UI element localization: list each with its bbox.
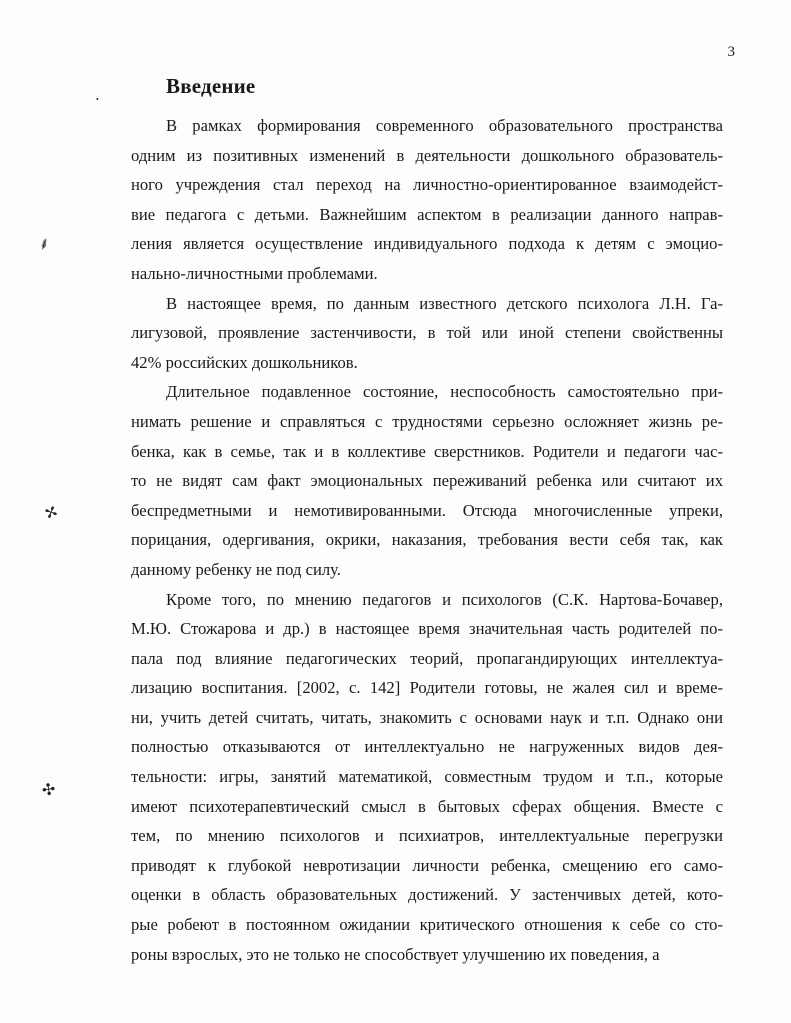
text-line: одним из позитивных изменений в деятельности дошкольного образователь- [131, 145, 723, 165]
text-line: то не видят сам факт эмоциональных переживаний ребенка или считают их [131, 471, 723, 491]
text-line: нимать решение и справляться с трудностями серьезно осложняет жизнь ре- [131, 411, 723, 431]
text-line: тельности: игры, занятий математикой, совместным трудом и т.п., которые [131, 767, 723, 787]
paragraph [131, 289, 723, 378]
text-line: беспредметными и немотивированными. Отсюда многочисленные упреки, [131, 500, 723, 520]
text-line: 42% российских дошкольников. [131, 352, 358, 372]
paragraph [131, 377, 723, 584]
text-line: имеют психотерапевтический смысл в бытовых сферах общения. Вместе с [131, 796, 723, 816]
text-line: лизацию воспитания. [2002, с. 142] Родители готовы, не жалея сил и време- [131, 678, 723, 698]
text-line: данному ребенку не под силу. [131, 559, 341, 579]
scan-mark-icon: ✣ [40, 781, 57, 800]
text-line: В рамках формирования современного образовательного пространства [166, 116, 723, 135]
text-line: нально-личностными проблемами. [131, 263, 378, 283]
text-line: оценки в область образовательных достижений. У застенчивых детей, кото- [131, 885, 723, 905]
paragraph [131, 585, 723, 970]
text-line: приводят к глубокой невротизации личности ребенка, смещению его само- [131, 855, 723, 875]
paragraph [131, 111, 723, 289]
text-line: тем, по мнению психологов и психиатров, интеллектуальные перегрузки [131, 826, 723, 846]
page-number: 3 [727, 44, 735, 60]
text-line: ни, учить детей считать, читать, знакомить с основами наук и т.п. Однако они [131, 707, 723, 727]
text-line: В настоящее время, по данным известного детского психолога Л.Н. Га- [166, 293, 723, 313]
text-line: роны взрослых, это не только не способствует улучшению их поведения, а [131, 944, 660, 964]
body-text [131, 111, 723, 969]
text-line: рые робеют в постоянном ожидании критического отношения к себе со сто- [131, 915, 723, 935]
scan-speck: • [96, 95, 99, 104]
scan-mark-icon: ⸙ [36, 234, 53, 255]
text-line: порицания, одергивания, окрики, наказания, требования вести себя так, как [131, 530, 723, 550]
text-line: вие педагога с детьми. Важнейшим аспектом в реализации данного направ- [131, 204, 723, 224]
text-line: пала под влияние педагогических теорий, пропагандирующих интеллектуа- [131, 648, 723, 668]
text-line: Длительное подавленное состояние, неспособность самостоятельно при- [166, 382, 723, 402]
text-line: М.Ю. Стожарова и др.) в настоящее время значительная часть родителей по- [131, 619, 723, 639]
text-line: бенка, как в семье, так и в коллективе сверстников. Родители и педагоги час- [131, 441, 723, 461]
text-line: полностью отказываются от интеллектуально не нагруженных видов дея- [131, 737, 723, 757]
text-line: лигузовой, проявление застенчивости, в той или иной степени свойственны [131, 323, 723, 343]
scan-mark-icon: ✢ [41, 503, 60, 524]
text-line: ления является осуществление индивидуального подхода к детям с эмоцио- [131, 234, 723, 254]
section-heading: Введение [166, 74, 256, 98]
text-line: Кроме того, по мнению педагогов и психологов (С.К. Нартова-Бочавер, [166, 589, 723, 609]
text-line: ного учреждения стал переход на личностно-ориентированное взаимодейст- [131, 175, 723, 195]
